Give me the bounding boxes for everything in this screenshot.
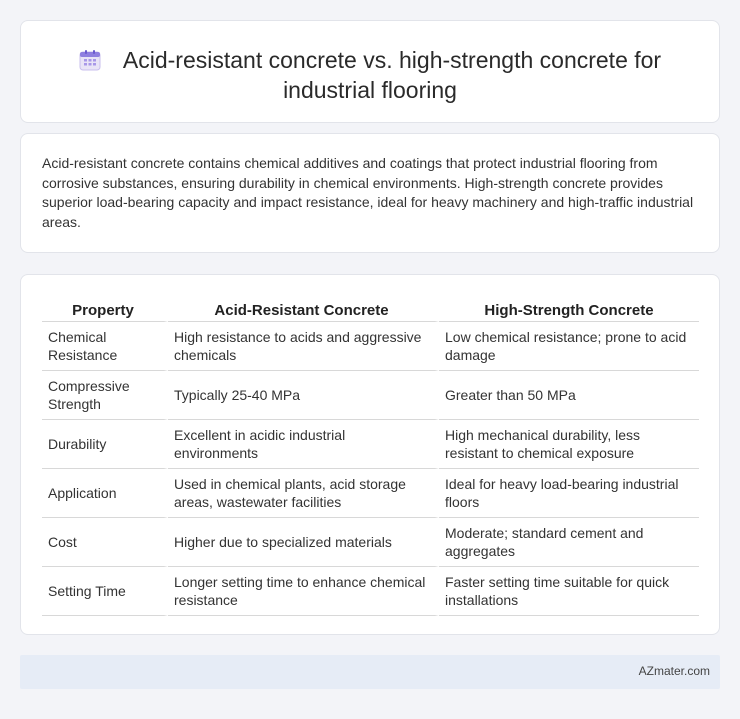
table-row xyxy=(42,371,699,420)
header-property: Property xyxy=(42,297,168,322)
row-property: Chemical Resistance xyxy=(42,322,168,371)
row-acid-value: Higher due to specialized materials xyxy=(168,518,439,567)
row-property: Durability xyxy=(42,420,168,469)
footer-brand[interactable]: AZmater.com xyxy=(638,664,710,678)
comparison-table-card xyxy=(20,274,720,635)
row-property: Setting Time xyxy=(42,567,168,616)
row-acid-value: Excellent in acidic industrial environments xyxy=(168,420,439,469)
row-high-value: Low chemical resistance; prone to acid damage xyxy=(439,322,699,371)
row-property: Cost xyxy=(42,518,168,567)
row-high-value: High mechanical durability, less resistant to chemical exposure xyxy=(439,420,699,469)
description-card xyxy=(20,133,720,253)
comparison-table xyxy=(42,297,699,616)
table-row xyxy=(42,469,699,518)
title-card xyxy=(20,20,720,123)
row-high-value: Ideal for heavy load-bearing industrial floors xyxy=(439,469,699,518)
calendar-icon xyxy=(79,49,101,71)
title-text: Acid-resistant concrete vs. high-strength concrete for industrial flooring xyxy=(122,47,662,103)
header-high-strength: High-Strength Concrete xyxy=(439,297,699,322)
table-row xyxy=(42,322,699,371)
row-high-value: Faster setting time suitable for quick installations xyxy=(439,567,699,616)
row-property: Compressive Strength xyxy=(42,371,168,420)
row-high-value: Moderate; standard cement and aggregates xyxy=(439,518,699,567)
table-row xyxy=(42,567,699,616)
row-acid-value: Used in chemical plants, acid storage areas, wastewater facilities xyxy=(168,469,439,518)
footer-bar xyxy=(20,655,720,689)
table-row xyxy=(42,518,699,567)
row-property: Application xyxy=(42,469,168,518)
table-header-row xyxy=(42,297,699,322)
description-text: Acid-resistant concrete contains chemical additives and coatings that protect industrial flooring from corrosive substances, ensuring durability in chemical environments. High-strength concrete provides superior load-bearing capacity and impact resistance, ideal for heavy machinery and high-traffic industrial areas. xyxy=(42,155,694,230)
row-acid-value: Longer setting time to enhance chemical resistance xyxy=(168,567,439,616)
row-high-value: Greater than 50 MPa xyxy=(439,371,699,420)
table-row xyxy=(42,420,699,469)
row-acid-value: High resistance to acids and aggressive chemicals xyxy=(168,322,439,371)
page-title xyxy=(21,45,719,105)
row-acid-value: Typically 25-40 MPa xyxy=(168,371,439,420)
header-acid-resistant: Acid-Resistant Concrete xyxy=(168,297,439,322)
